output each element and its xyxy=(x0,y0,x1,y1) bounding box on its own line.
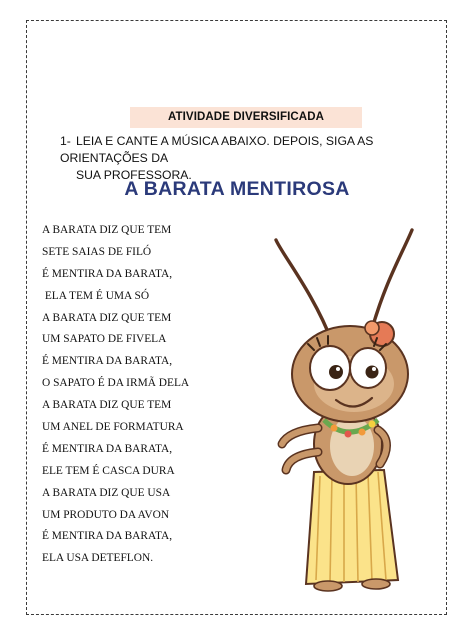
lyric-line: UM ANEL DE FORMATURA xyxy=(42,421,184,434)
lyric-line: É MENTIRA DA BARATA, xyxy=(42,355,173,368)
lyric-line: UM SAPATO DE FIVELA xyxy=(42,333,167,346)
lyric-line: SETE SAIAS DE FILÓ xyxy=(42,245,152,258)
lyric-line: ELE TEM É CASCA DURA xyxy=(42,464,175,477)
instruction-line-2: SUA PROFESSORA. xyxy=(76,168,192,182)
song-lyrics xyxy=(42,220,272,570)
cockroach-cartoon-icon xyxy=(262,224,452,596)
lyric-line: ELA TEM É UMA SÓ xyxy=(42,289,150,302)
lyric-line: A BARATA DIZ QUE TEM xyxy=(42,224,172,236)
instruction-number: 1- xyxy=(60,134,71,148)
instruction-line-1: LEIA E CANTE A MÚSICA ABAIXO. DEPOIS, SIGA AS ORIENTAÇÕES DA xyxy=(60,134,374,165)
lyric-line: É MENTIRA DA BARATA, xyxy=(42,530,173,543)
lyric-line: A BARATA DIZ QUE TEM xyxy=(42,311,172,324)
lyric-line: A BARATA DIZ QUE TEM xyxy=(42,399,172,412)
lyric-line: UM PRODUTO DA AVON xyxy=(42,508,170,521)
lyric-line: É MENTIRA DA BARATA, xyxy=(42,442,173,455)
instruction xyxy=(60,133,430,184)
lyric-line: A BARATA DIZ QUE USA xyxy=(42,486,171,499)
lyric-line: O SAPATO É DA IRMÃ DELA xyxy=(42,377,190,390)
song-title: A BARATA MENTIROSA xyxy=(124,178,350,200)
lyric-line: É MENTIRA DA BARATA, xyxy=(42,267,173,280)
activity-banner: ATIVIDADE DIVERSIFICADA xyxy=(130,107,362,128)
lyric-line: ELA USA DETEFLON. xyxy=(42,552,154,565)
